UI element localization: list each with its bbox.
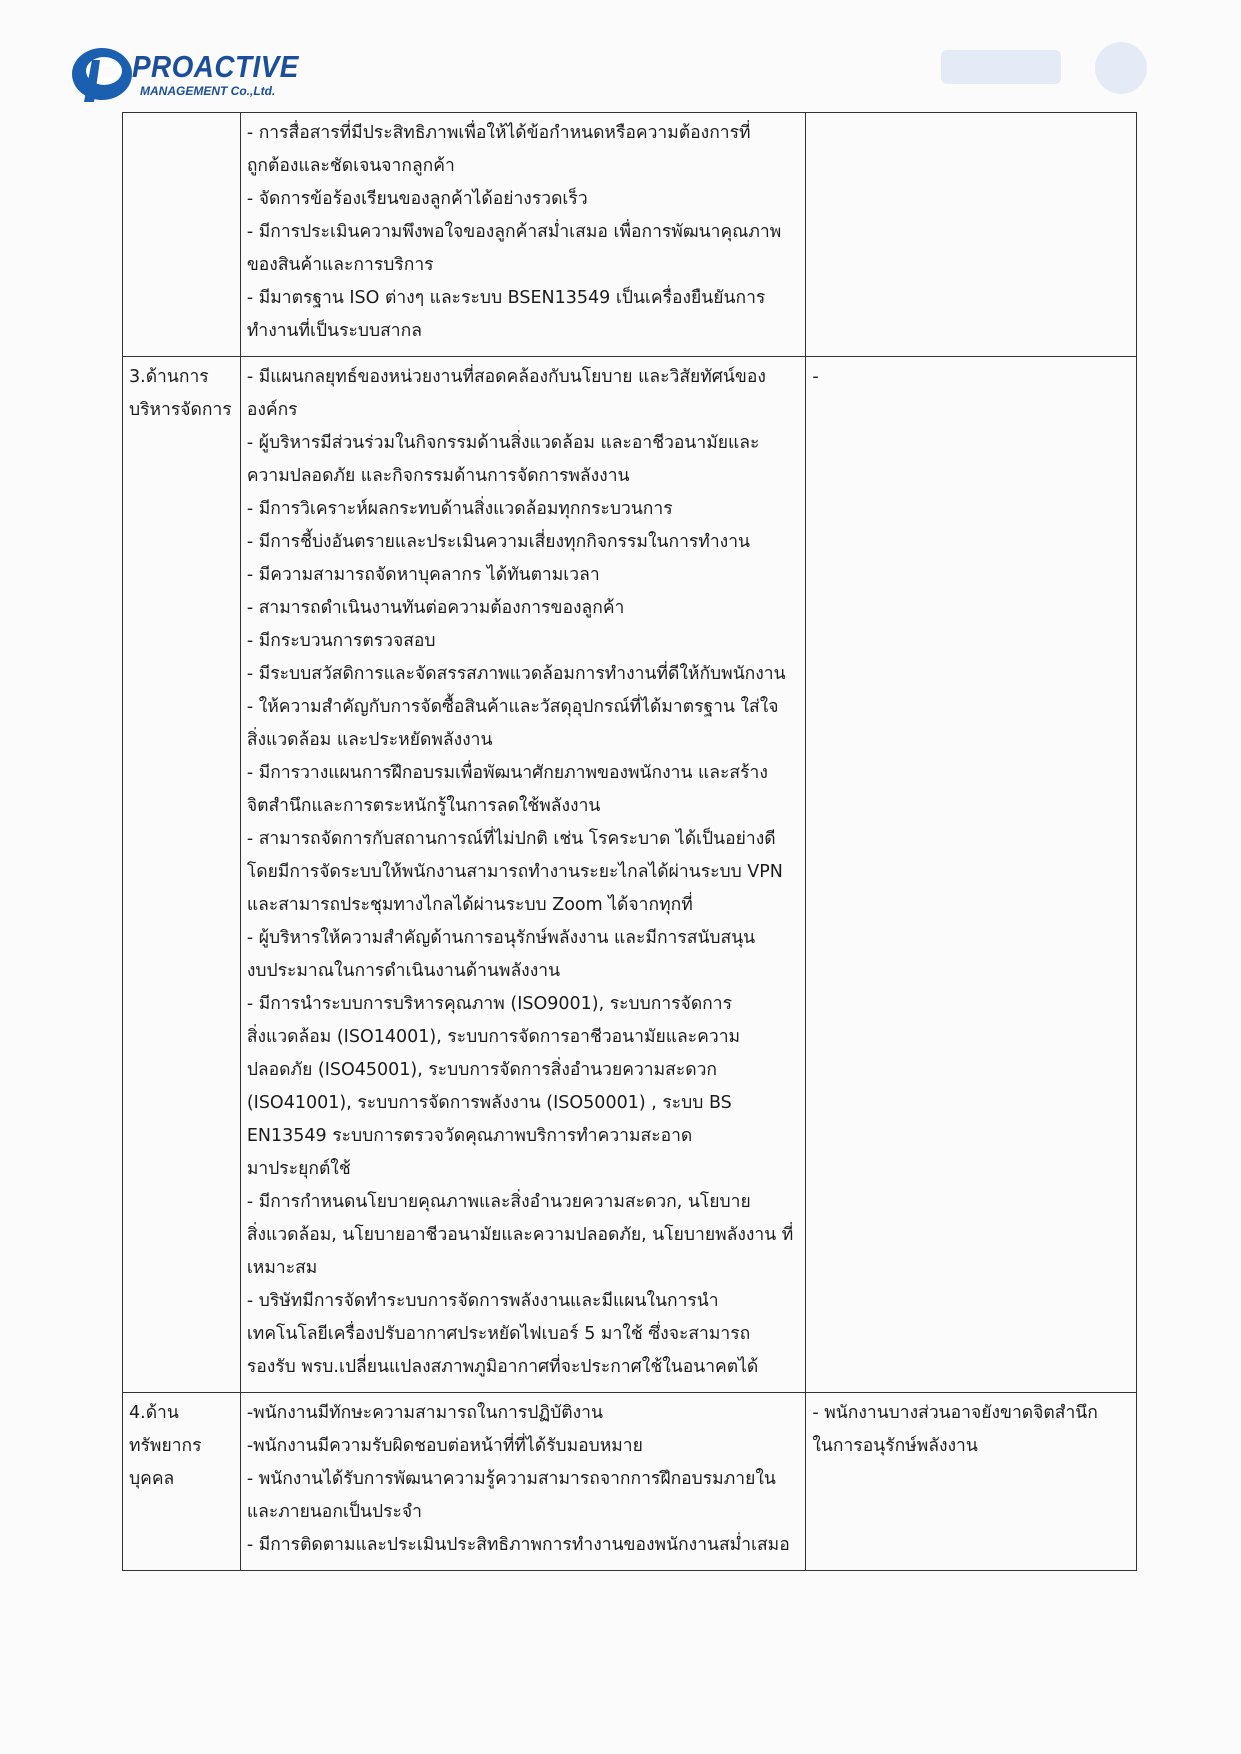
text-line: บริหารจัดการ [129,400,232,420]
text-line: - พนักงานบางส่วนอาจยังขาดจิตสำนึก [812,1403,1098,1423]
weaknesses-cell [806,113,1137,357]
text-line: - มีการกำหนดนโยบายคุณภาพและสิ่งอำนวยความสะดวก, นโยบาย [246,1192,751,1212]
text-line: จิตสำนึกและการตระหนักรู้ในการลดใช้พลังงาน [246,796,601,816]
text-line: EN13549 ระบบการตรวจวัดคุณภาพบริการทำความสะอาด [246,1126,693,1146]
text-line: และสามารถประชุมทางไกลได้ผ่านระบบ Zoom ได้จากทุกที่ [246,895,693,915]
text-line: สิ่งแวดล้อม (ISO14001), ระบบการจัดการอาชีวอนามัยและความ [246,1027,741,1047]
text-line: เทคโนโลยีเครื่องปรับอากาศประหยัดไฟเบอร์ 5 มาใช้ ซึ่งจะสามารถ [246,1324,751,1344]
text-line: - มีการวิเคราะห์ผลกระทบด้านสิ่งแวดล้อมทุกกระบวนการ [246,499,673,519]
topic-cell [123,357,241,1393]
company-logo [70,40,299,110]
text-line: 4.ด้าน [129,1403,179,1423]
text-line: เหมาะสม [246,1258,318,1278]
text-line: รองรับ พรบ.เปลี่ยนแปลงสภาพภูมิอากาศที่จะประกาศใช้ในอนาคตได้ [246,1357,759,1377]
text-line: - ผู้บริหารให้ความสำคัญด้านการอนุรักษ์พลังงาน และมีการสนับสนุน [246,928,756,948]
text-line: - มีการชี้บ่งอันตรายและประเมินความเสี่ยงทุกกิจกรรมในการทำงาน [246,532,750,552]
text-line: - มีแผนกลยุทธ์ของหน่วยงานที่สอดคล้องกับนโยบาย และวิสัยทัศน์ของ [246,367,766,387]
text-line: - ให้ความสำคัญกับการจัดซื้อสินค้าและวัสดุอุปกรณ์ที่ได้มาตรฐาน ใส่ใจ [246,697,779,717]
text-line: ทรัพยากร [129,1436,202,1456]
text-line: ทำงานที่เป็นระบบสากล [246,321,422,341]
text-line: - บริษัทมีการจัดทำระบบการจัดการพลังงานและมีแผนในการนำ [246,1291,719,1311]
text-line: - มีการติดตามและประเมินประสิทธิภาพการทำงานของพนักงานสม่ำเสมอ [246,1535,790,1555]
text-line: และภายนอกเป็นประจำ [246,1502,422,1522]
text-line: โดยมีการจัดระบบให้พนักงานสามารถทำงานระยะไกลได้ผ่านระบบ VPN [246,862,783,882]
logo-mark-icon [70,40,140,110]
text-line: - มีระบบสวัสดิการและจัดสรรสภาพแวดล้อมการทำงานที่ดีให้กับพนักงาน [246,664,786,684]
watermark [931,38,1161,98]
text-line: ถูกต้องและชัดเจนจากลูกค้า [246,156,455,176]
watermark-icon [931,38,1161,98]
text-line: - [812,367,819,387]
text-line: - มีการประเมินความพึงพอใจของลูกค้าสม่ำเสมอ เพื่อการพัฒนาคุณภาพ [246,222,782,242]
logo-subtitle: MANAGEMENT Co.,Ltd. [140,84,276,98]
text-line: สิ่งแวดล้อม, นโยบายอาชีวอนามัยและความปลอดภัย, นโยบายพลังงาน ที่ [246,1225,794,1245]
text-line: 3.ด้านการ [129,367,209,387]
table-row [123,1393,1137,1571]
strengths-cell [240,1393,806,1571]
text-line: สิ่งแวดล้อม และประหยัดพลังงาน [246,730,493,750]
text-line: -พนักงานมีทักษะความสามารถในการปฏิบัติงาน [246,1403,603,1423]
text-line: ของสินค้าและการบริการ [246,255,434,275]
swot-table [122,112,1137,1571]
text-line: - สามารถจัดการกับสถานการณ์ที่ไม่ปกติ เช่น โรคระบาด ได้เป็นอย่างดี [246,829,776,849]
topic-cell [123,1393,241,1571]
text-line: บุคคล [129,1469,175,1489]
text-line: -พนักงานมีความรับผิดชอบต่อหน้าที่ที่ได้รับมอบหมาย [246,1436,643,1456]
text-line: - การสื่อสารที่มีประสิทธิภาพเพื่อให้ได้ข้อกำหนดหรือความต้องการที่ [246,123,751,143]
weaknesses-cell [806,1393,1137,1571]
text-line: - มีความสามารถจัดหาบุคลากร ได้ทันตามเวลา [246,565,600,585]
strengths-cell [240,113,806,357]
table-row [123,357,1137,1393]
text-line: - มีกระบวนการตรวจสอบ [246,631,436,651]
topic-cell [123,113,241,357]
text-line: - สามารถดำเนินงานทันต่อความต้องการของลูกค้า [246,598,625,618]
text-line: ในการอนุรักษ์พลังงาน [812,1436,978,1456]
text-line: ความปลอดภัย และกิจกรรมด้านการจัดการพลังงาน [246,466,630,486]
text-line: องค์กร [246,400,298,420]
text-line: - ผู้บริหารมีส่วนร่วมในกิจกรรมด้านสิ่งแวดล้อม และอาชีวอนามัยและ [246,433,760,453]
text-line: งบประมาณในการดำเนินงานด้านพลังงาน [246,961,561,981]
text-line: - จัดการข้อร้องเรียนของลูกค้าได้อย่างรวดเร็ว [246,189,588,209]
text-line: - พนักงานได้รับการพัฒนาความรู้ความสามารถจากการฝึกอบรมภายใน [246,1469,776,1489]
text-line: ปลอดภัย (ISO45001), ระบบการจัดการสิ่งอำนวยความสะดวก [246,1060,718,1080]
text-line: - มีการวางแผนการฝึกอบรมเพื่อพัฒนาศักยภาพของพนักงาน และสร้าง [246,763,768,783]
table-row [123,113,1137,357]
text-line: (ISO41001), ระบบการจัดการพลังงาน (ISO50001) , ระบบ BS [246,1093,732,1113]
text-line: - มีมาตรฐาน ISO ต่างๆ และระบบ BSEN13549 เป็นเครื่องยืนยันการ [246,288,766,308]
weaknesses-cell [806,357,1137,1393]
text-line: มาประยุกต์ใช้ [246,1159,351,1179]
strengths-cell [240,357,806,1393]
logo-name: PROACTIVE [132,49,299,84]
text-line: - มีการนำระบบการบริหารคุณภาพ (ISO9001), ระบบการจัดการ [246,994,733,1014]
